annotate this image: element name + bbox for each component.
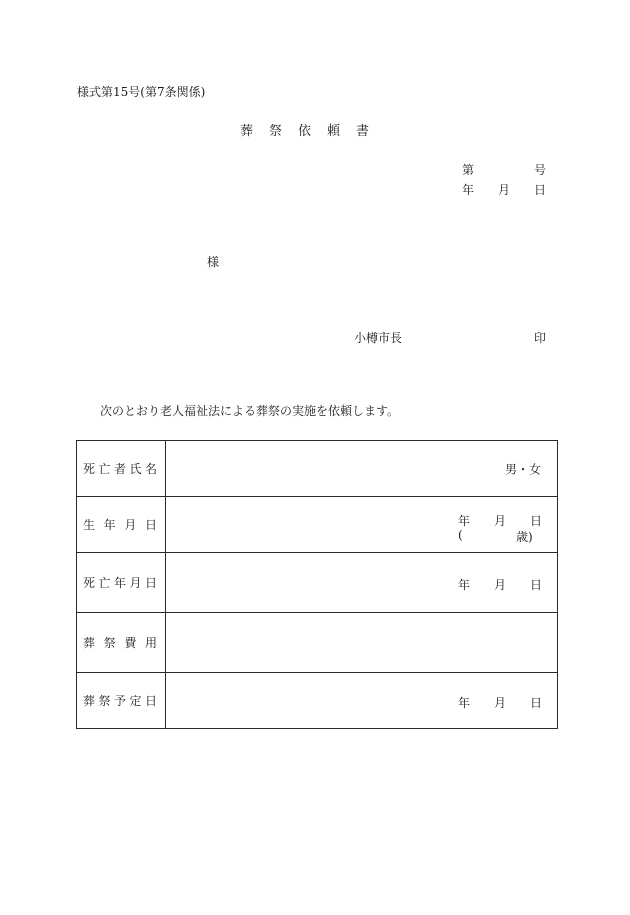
title-char: 頼 (327, 124, 341, 139)
label-char: 用 (144, 636, 157, 650)
age-close: 歳) (516, 530, 533, 544)
age-open: ( (458, 528, 463, 542)
death-date-ymd (458, 576, 543, 592)
document-number-row (462, 161, 546, 181)
deceased-name-label (77, 441, 166, 497)
request-table (76, 440, 558, 729)
table-row (77, 441, 558, 497)
table-row (77, 613, 558, 673)
month-label: 月 (498, 183, 511, 197)
table-row (77, 497, 558, 553)
label-char: 年 (103, 518, 116, 532)
label-char: 日 (144, 694, 157, 708)
label-char: 氏 (129, 462, 142, 476)
day-label: 日 (530, 695, 543, 710)
document-date-row (462, 181, 546, 201)
deceased-name-field[interactable] (166, 441, 558, 497)
label-char: 月 (124, 518, 137, 532)
year-label: 年 (458, 695, 471, 710)
year-label: 年 (458, 577, 471, 592)
year-label: 年 (462, 183, 475, 197)
label-char: 死 (83, 576, 96, 590)
dai-label: 第 (462, 163, 475, 177)
birth-date-ymd (458, 512, 543, 528)
age-field (458, 528, 540, 542)
gender-options[interactable]: 男・女 (504, 462, 541, 476)
label-char: 予 (113, 694, 126, 708)
label-char: 祭 (98, 694, 111, 708)
month-label: 月 (494, 695, 507, 710)
title-char: 祭 (269, 124, 283, 139)
title-char: 葬 (240, 124, 254, 139)
year-label: 年 (458, 514, 471, 528)
label-char: 生 (83, 518, 96, 532)
day-label: 日 (530, 577, 543, 592)
form-number: 様式第15号(第7条関係) (77, 85, 206, 99)
month-label: 月 (494, 514, 507, 528)
birth-date-field[interactable] (166, 497, 558, 553)
funeral-date-label (77, 673, 166, 729)
issuer-name: 小樽市長 (354, 331, 403, 345)
funeral-date-ymd (458, 694, 543, 710)
day-label: 日 (530, 514, 543, 528)
label-char: 定 (129, 694, 142, 708)
funeral-cost-field[interactable] (166, 613, 558, 673)
intro-text: 次のとおり老人福祉法による葬祭の実施を依頼します。 (100, 404, 400, 418)
birth-date-label (77, 497, 166, 553)
header-number-date (462, 161, 546, 201)
label-char: 祭 (103, 636, 116, 650)
title-char: 依 (298, 124, 312, 139)
day-label: 日 (534, 183, 547, 197)
label-char: 費 (124, 636, 137, 650)
go-label: 号 (534, 163, 547, 177)
death-date-label (77, 553, 166, 613)
addressee-suffix: 様 (207, 255, 220, 269)
label-char: 月 (129, 576, 142, 590)
label-char: 死 (83, 462, 96, 476)
label-char: 葬 (83, 636, 96, 650)
month-label: 月 (494, 577, 507, 592)
funeral-cost-label (77, 613, 166, 673)
funeral-date-field[interactable] (166, 673, 558, 729)
table-row (77, 673, 558, 729)
label-char: 日 (144, 576, 157, 590)
label-char: 年 (113, 576, 126, 590)
title-char: 書 (356, 124, 370, 139)
label-char: 亡 (98, 462, 111, 476)
table-row (77, 553, 558, 613)
label-char: 名 (144, 462, 157, 476)
label-char: 者 (113, 462, 126, 476)
label-char: 亡 (98, 576, 111, 590)
seal-mark: 印 (534, 331, 547, 345)
label-char: 日 (144, 518, 157, 532)
document-title (240, 125, 385, 138)
death-date-field[interactable] (166, 553, 558, 613)
label-char: 葬 (83, 694, 96, 708)
